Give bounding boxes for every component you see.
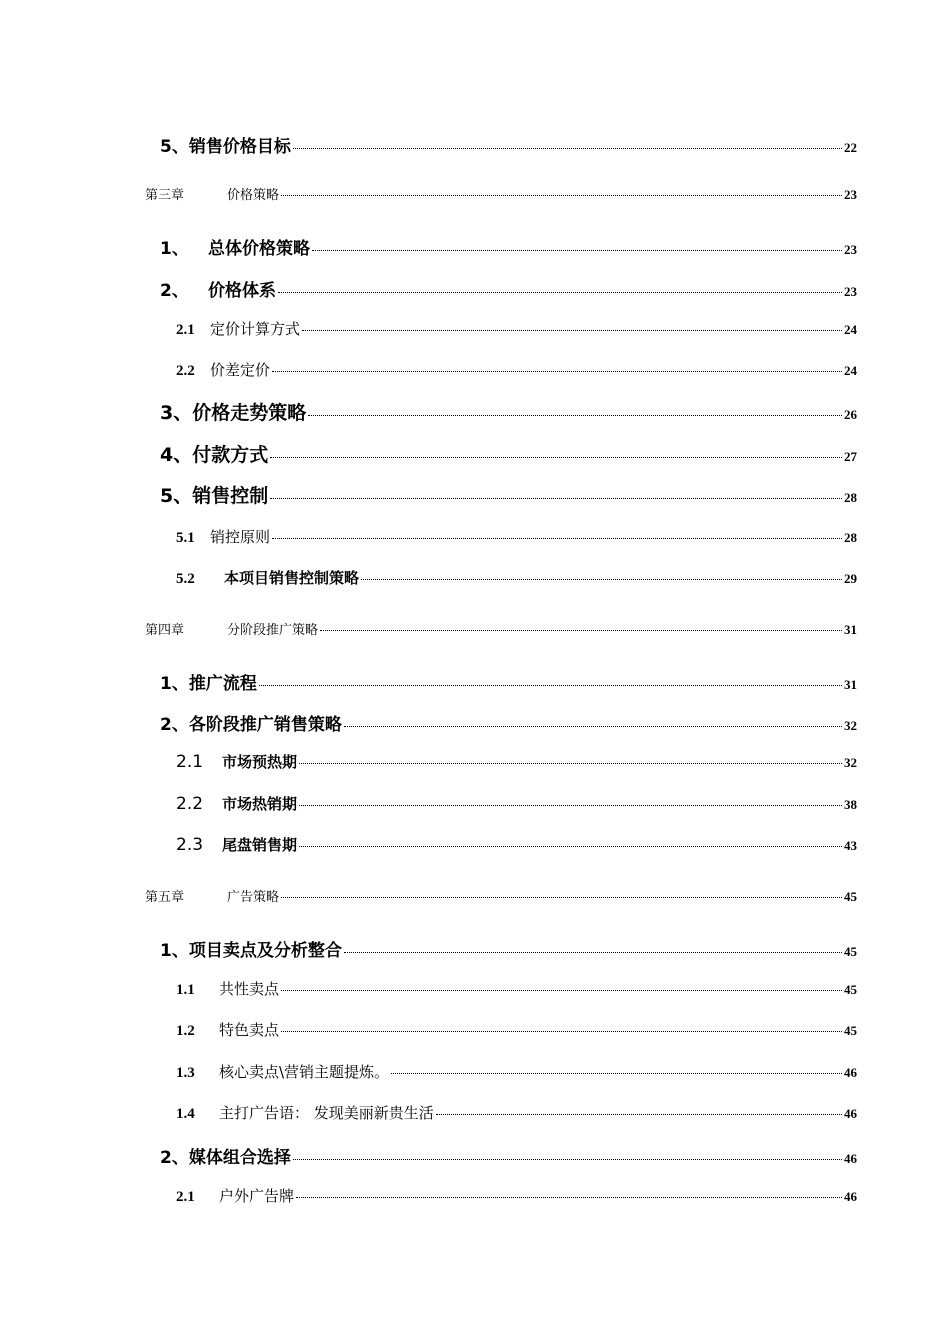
toc-entry-page: 28 bbox=[844, 490, 857, 505]
toc-entry-page: 45 bbox=[844, 982, 857, 997]
toc-entry-title: 销控原则 bbox=[210, 528, 271, 546]
toc-entry-title: 特色卖点 bbox=[219, 1021, 280, 1039]
toc-entry-number: 1.2 bbox=[176, 1023, 195, 1039]
toc-entry-number: 1.4 bbox=[176, 1106, 195, 1122]
toc-entry-page: 26 bbox=[844, 407, 857, 422]
toc-entry-page: 23 bbox=[844, 284, 857, 299]
toc-entry-page: 46 bbox=[844, 1065, 857, 1080]
toc-entry-page: 27 bbox=[844, 449, 857, 464]
dot-leader bbox=[299, 846, 842, 847]
toc-entry-number: 2、 bbox=[160, 281, 189, 301]
toc-entry-title: 定价计算方式 bbox=[210, 320, 301, 338]
toc-entry-number: 1.3 bbox=[176, 1065, 195, 1081]
chapter-title: 价格策略 bbox=[227, 188, 280, 203]
toc-entry-title: 主打广告语： 发现美丽新贵生活 bbox=[219, 1104, 434, 1122]
toc-entry[interactable] bbox=[176, 567, 857, 588]
toc-entry-number: 1、 bbox=[160, 941, 189, 961]
toc-entry-title: 核心卖点\营销主题提炼。 bbox=[219, 1063, 390, 1081]
dot-leader bbox=[302, 330, 842, 331]
toc-chapter[interactable] bbox=[145, 184, 857, 203]
toc-entry[interactable] bbox=[160, 1143, 857, 1168]
dot-leader bbox=[391, 1073, 842, 1074]
toc-entry-number: 3、 bbox=[160, 402, 193, 424]
toc-entry-title: 销售价格目标 bbox=[188, 137, 291, 157]
toc-entry-title: 项目卖点及分析整合 bbox=[188, 941, 342, 961]
toc-entry-title: 价格体系 bbox=[208, 281, 276, 301]
dot-leader bbox=[272, 371, 842, 372]
toc-entry-title: 价差定价 bbox=[210, 361, 271, 379]
toc-entry-number: 2.1 bbox=[176, 1189, 195, 1205]
toc-entry-page: 43 bbox=[844, 838, 857, 853]
toc-entry-number: 2、 bbox=[160, 715, 189, 735]
dot-leader bbox=[361, 579, 842, 580]
dot-leader bbox=[344, 726, 842, 727]
toc-entry-number: 1、 bbox=[160, 674, 189, 694]
dot-leader bbox=[320, 630, 842, 631]
toc-entry[interactable] bbox=[160, 398, 857, 425]
toc-entry-page: 45 bbox=[844, 889, 857, 904]
toc-entry-number: 2.3 bbox=[176, 835, 204, 855]
toc-entry-number: 5.2 bbox=[176, 571, 195, 587]
toc-entry-page: 31 bbox=[844, 677, 857, 692]
toc-entry-title: 付款方式 bbox=[192, 444, 269, 466]
toc-entry[interactable] bbox=[176, 1019, 857, 1040]
chapter-number: 第五章 bbox=[145, 890, 185, 905]
toc-entry[interactable] bbox=[160, 710, 857, 735]
toc-entry[interactable] bbox=[176, 978, 857, 999]
toc-chapter[interactable] bbox=[145, 886, 857, 905]
toc-entry[interactable] bbox=[160, 440, 857, 467]
toc-entry-title: 媒体组合选择 bbox=[188, 1148, 291, 1168]
chapter-title: 分阶段推广策略 bbox=[227, 623, 319, 638]
toc-entry-title: 尾盘销售期 bbox=[222, 836, 298, 854]
toc-entry-title: 市场热销期 bbox=[222, 795, 298, 813]
toc-entry[interactable] bbox=[160, 234, 857, 259]
toc-entry-page: 32 bbox=[844, 755, 857, 770]
toc-entry-number: 2.2 bbox=[176, 363, 195, 379]
dot-leader bbox=[281, 1031, 842, 1032]
toc-entry[interactable] bbox=[160, 936, 857, 961]
toc-entry-page: 32 bbox=[844, 718, 857, 733]
toc-entry[interactable] bbox=[176, 359, 857, 380]
toc-entry[interactable] bbox=[176, 1061, 857, 1082]
toc-entry-title: 户外广告牌 bbox=[219, 1187, 295, 1205]
toc-entry-title: 总体价格策略 bbox=[208, 239, 310, 259]
toc-entry[interactable] bbox=[176, 793, 857, 814]
toc-entry[interactable] bbox=[160, 481, 857, 508]
toc-entry[interactable] bbox=[160, 276, 857, 301]
dot-leader bbox=[281, 897, 842, 898]
toc-entry-number: 5、 bbox=[160, 137, 189, 157]
dot-leader bbox=[436, 1114, 842, 1115]
dot-leader bbox=[312, 250, 842, 251]
dot-leader bbox=[270, 457, 842, 458]
toc-entry[interactable] bbox=[176, 1102, 857, 1123]
toc-entry-page: 28 bbox=[844, 530, 857, 545]
chapter-title: 广告策略 bbox=[227, 890, 280, 905]
toc-entry-page: 23 bbox=[844, 187, 857, 202]
toc-entry-page: 31 bbox=[844, 622, 857, 637]
toc-entry-title: 共性卖点 bbox=[219, 980, 280, 998]
toc-entry[interactable] bbox=[176, 751, 857, 772]
toc-entry-page: 45 bbox=[844, 1023, 857, 1038]
dot-leader bbox=[293, 1159, 842, 1160]
toc-entry-page: 24 bbox=[844, 363, 857, 378]
dot-leader bbox=[272, 538, 842, 539]
dot-leader bbox=[259, 685, 842, 686]
toc-entry-number: 4、 bbox=[160, 444, 193, 466]
chapter-number: 第三章 bbox=[145, 188, 185, 203]
toc-entry-page: 24 bbox=[844, 322, 857, 337]
toc-entry-page: 46 bbox=[844, 1106, 857, 1121]
toc-entry-page: 46 bbox=[844, 1151, 857, 1166]
dot-leader bbox=[281, 195, 842, 196]
toc-entry-page: 46 bbox=[844, 1189, 857, 1204]
toc-entry-title: 推广流程 bbox=[188, 674, 257, 694]
toc-entry-title: 各阶段推广销售策略 bbox=[188, 715, 342, 735]
toc-entry[interactable] bbox=[176, 318, 857, 339]
dot-leader bbox=[270, 498, 842, 499]
toc-entry-page: 38 bbox=[844, 797, 857, 812]
toc-entry[interactable] bbox=[176, 834, 857, 855]
toc-entry-number: 2.1 bbox=[176, 752, 204, 772]
toc-entry-page: 29 bbox=[844, 571, 857, 586]
toc-chapter[interactable] bbox=[145, 619, 857, 638]
dot-leader bbox=[299, 763, 842, 764]
toc-entry[interactable] bbox=[160, 669, 857, 694]
toc-entry-page: 22 bbox=[844, 140, 857, 155]
toc-entry-title: 本项目销售控制策略 bbox=[224, 569, 360, 587]
toc-entry-number: 5.1 bbox=[176, 530, 195, 546]
toc-entry-number: 2、 bbox=[160, 1148, 189, 1168]
toc-entry-title: 销售控制 bbox=[192, 485, 269, 507]
toc-entry-number: 2.1 bbox=[176, 322, 195, 338]
toc-entry-title: 市场预热期 bbox=[222, 753, 298, 771]
dot-leader bbox=[293, 148, 842, 149]
dot-leader bbox=[278, 292, 842, 293]
toc-entry[interactable] bbox=[176, 526, 857, 547]
dot-leader bbox=[344, 952, 842, 953]
toc-entry-page: 45 bbox=[844, 944, 857, 959]
toc-entry-number: 1.1 bbox=[176, 982, 195, 998]
toc-entry-number: 1、 bbox=[160, 239, 189, 259]
dot-leader bbox=[296, 1197, 842, 1198]
toc-entry-page: 23 bbox=[844, 242, 857, 257]
toc-entry-number: 5、 bbox=[160, 485, 193, 507]
toc-entry-title: 价格走势策略 bbox=[192, 402, 307, 424]
dot-leader bbox=[281, 990, 842, 991]
dot-leader bbox=[308, 415, 842, 416]
toc-entry-number: 2.2 bbox=[176, 794, 204, 814]
toc-entry[interactable] bbox=[160, 132, 857, 157]
toc-entry[interactable] bbox=[176, 1185, 857, 1206]
chapter-number: 第四章 bbox=[145, 623, 185, 638]
dot-leader bbox=[299, 805, 842, 806]
